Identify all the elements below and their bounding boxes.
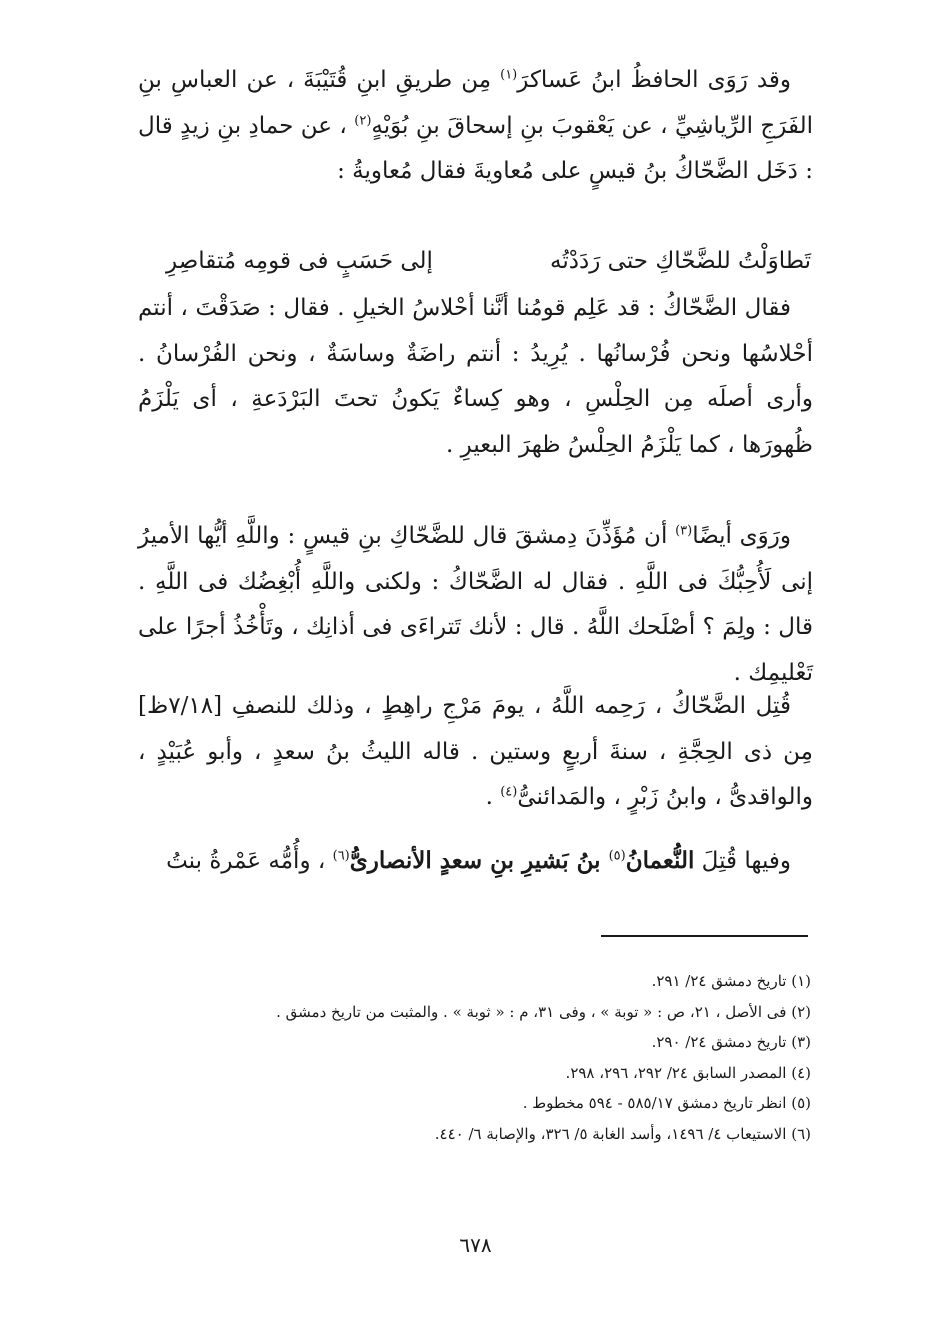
footnote-ref-1[interactable]: (١) <box>500 67 518 83</box>
footnote-separator <box>601 935 808 937</box>
paragraph-1: وقد رَوَى الحافظُ ابنُ عَساكرَ$^{(١)}$ مِن طريقِ ابنِ قُتَيْبَةَ ، عن العباسِ بنِ الفَرَجِ الرِّياشِيِّ ، عن يَعْقوبَ بنِ إسحاقَ بنِ بُوَيْهٍ$^{(٢)}$ ، عن حمادِ بنِ زيدٍ قال : دَخَل الضَّحّاكُ بنُ قيسٍ على مُعاويةَ فقال مُعاويةُ : <box>138 67 813 184</box>
footnote-5: (٥) انظر تاريخ دمشق ٥٨٥/١٧ - ٥٩٤ مخطوط . <box>522 1094 811 1112</box>
footnote-3: (٣) تاريخ دمشق ٢٤/ ٢٩٠. <box>651 1033 811 1051</box>
footnote-ref-3[interactable]: (٣) <box>675 523 693 539</box>
paragraph-5: وفيها قُتِلَ النُّعمانُ$^{(٥)}$ بنُ بَشيرِ بنِ سعدٍ الأنصارىُّ$^{(٦)}$ ، وأُمُّه عَمْرةُ بنتُ <box>166 847 791 874</box>
person-lineage: بنُ بَشيرِ بنِ سعدٍ الأنصارىُّ <box>349 847 609 874</box>
footnote-ref-2[interactable]: (٢) <box>354 112 372 128</box>
footnote-ref-6[interactable]: (٦) <box>332 848 350 864</box>
person-name-numan: النُّعمانُ <box>625 847 695 874</box>
footnote-ref-5[interactable]: (٥) <box>608 848 626 864</box>
footnote-6: (٦) الاستيعاب ٤/ ١٤٩٦، وأسد الغابة ٥/ ٣٢٦، والإصابة ٦/ ٤٤٠. <box>434 1124 811 1143</box>
footnotes-section <box>131 966 811 1149</box>
page-number: ٦٧٨ <box>459 1233 492 1257</box>
paragraph-4: قُتِل الضَّحّاكُ ، رَحِمه اللَّهُ ، يومَ مَرْجِ راهِطٍ ، وذلك للنصفِ [٧/١٨ظ] مِن ذى الحِجَّةِ ، سنةَ أربعٍ وستين . قاله الليثُ بنُ سعدٍ ، وأبو عُبَيْدٍ ، والواقدىُّ ، وابنُ زَبْرٍ ، والمَدائنىُّ$^{(٤)}$ . <box>138 693 813 810</box>
verse-second-hemistich: إلى حَسَبٍ فى قومِه مُتقاصِرِ <box>166 248 433 274</box>
paragraph-2: فقال الضَّحّاكُ : قد عَلِم قومُنا أنَّنا أحْلاسُ الخيلِ . فقال : صَدَقْتَ ، أنتم أحْلاسُها ونحن فُرْسانُها . يُرِيدُ : أنتم راضَةٌ وساسَةٌ ، ونحن الفُرْسانُ . وأرى أصلَه مِن الحِلْسِ ، وهو كِساءٌ يَكونُ تحتَ البَرْدَعةِ ، أى يَلْزَمُ ظُهورَها ، كما يَلْزَمُ الحِلْسُ ظهرَ البعيرِ . <box>138 295 813 458</box>
poetry-verse <box>146 238 811 284</box>
footnote-1: (١) تاريخ دمشق ٢٤/ ٢٩١. <box>651 972 811 990</box>
verse-first-hemistich: تَطاوَلْتُ للضَّحّاكِ حتى رَدَدْتُه <box>550 248 811 274</box>
footnote-4: (٤) المصدر السابق ٢٤/ ٢٩٢، ٢٩٦، ٢٩٨. <box>565 1063 811 1082</box>
paragraph-3: ورَوَى أيضًا$^{(٣)}$ أن مُؤَذِّنَ دِمشقَ قال للضَّحّاكِ بنِ قيسٍ : واللَّهِ أيُّها الأميرُ إنى لَأُحِبُّكَ فى اللَّهِ . فقال له الضَّحّاكُ : ولكنى واللَّهِ أُبْغِضُك فى اللَّهِ . قال : ولِمَ ؟ أصْلَحك اللَّهُ . قال : لأنك تَتراءَى فى أذانِك ، وتَأْخُذُ أجرًا على تَعْليمِك . <box>138 523 813 686</box>
footnote-2: (٢) فى الأصل ، ٢١، ص : « توبة » ، وفى ٣١، م : « ثوبة » . والمثبت من تاريخ دمشق . <box>276 1002 811 1021</box>
footnote-ref-4[interactable]: (٤) <box>500 784 518 800</box>
